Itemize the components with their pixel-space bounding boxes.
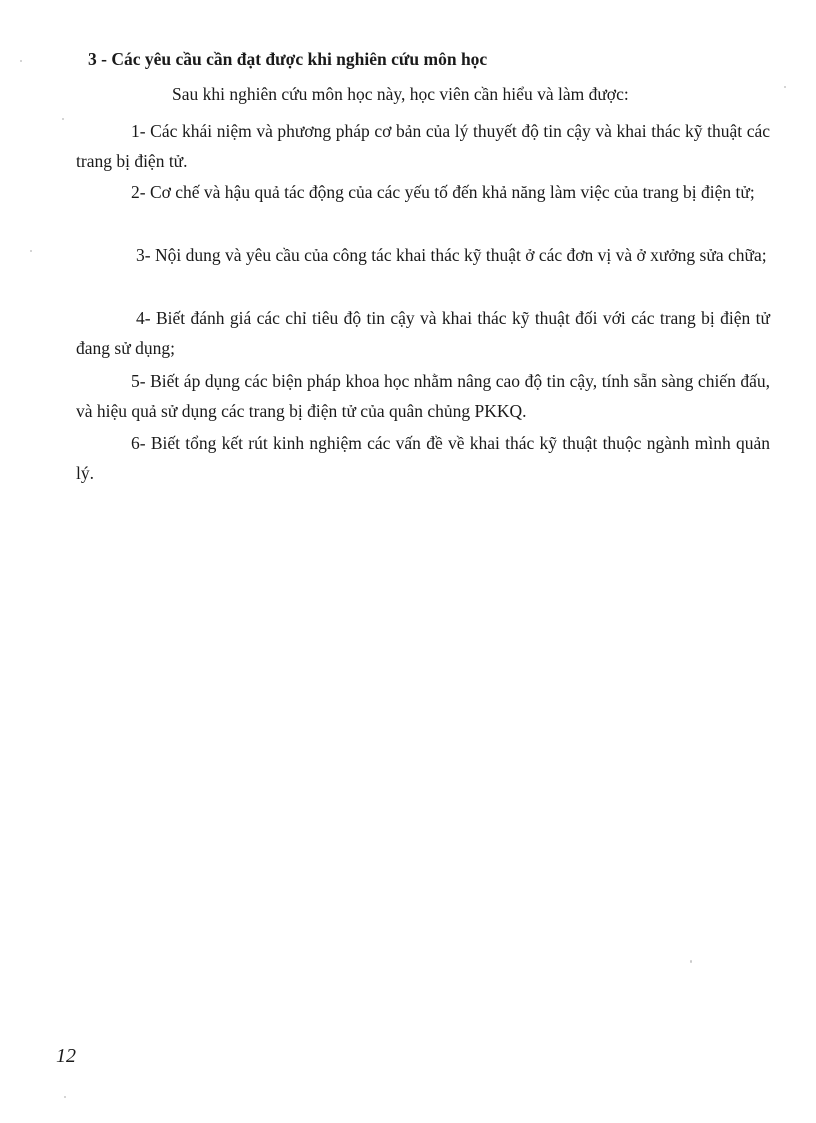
requirement-item-1: 1- Các khái niệm và phương pháp cơ bản của lý thuyết độ tin cậy và khai thác kỹ thuật các trang bị điện tử. <box>76 121 770 171</box>
scan-speck <box>690 960 692 963</box>
section-heading: 3 - Các yêu cầu cần đạt được khi nghiên cứu môn học <box>88 49 488 69</box>
scan-speck <box>30 250 32 252</box>
section-intro: Sau khi nghiên cứu môn học này, học viên cần hiểu và làm được: <box>172 84 629 104</box>
scan-speck <box>64 1096 66 1098</box>
scan-speck <box>784 86 786 88</box>
scan-speck <box>62 118 64 120</box>
page-number: 12 <box>56 1045 76 1067</box>
requirement-item-5: 5- Biết áp dụng các biện pháp khoa học nhằm nâng cao độ tin cậy, tính sẵn sàng chiến đấu, và hiệu quả sử dụng các trang bị điện tử của quân chủng PKKQ. <box>76 371 770 421</box>
requirement-item-6: 6- Biết tổng kết rút kinh nghiệm các vấn đề về khai thác kỹ thuật thuộc ngành mình quản lý. <box>76 433 770 483</box>
requirement-item-3: 3- Nội dung và yêu cầu của công tác khai thác kỹ thuật ở các đơn vị và ở xưởng sửa chữa; <box>136 245 767 265</box>
requirement-item-2: 2- Cơ chế và hậu quả tác động của các yếu tố đến khả năng làm việc của trang bị điện tử; <box>131 182 755 202</box>
scan-speck <box>20 60 22 62</box>
requirement-item-4: 4- Biết đánh giá các chỉ tiêu độ tin cậy và khai thác kỹ thuật đối với các trang bị điện tử đang sử dụng; <box>76 308 770 358</box>
